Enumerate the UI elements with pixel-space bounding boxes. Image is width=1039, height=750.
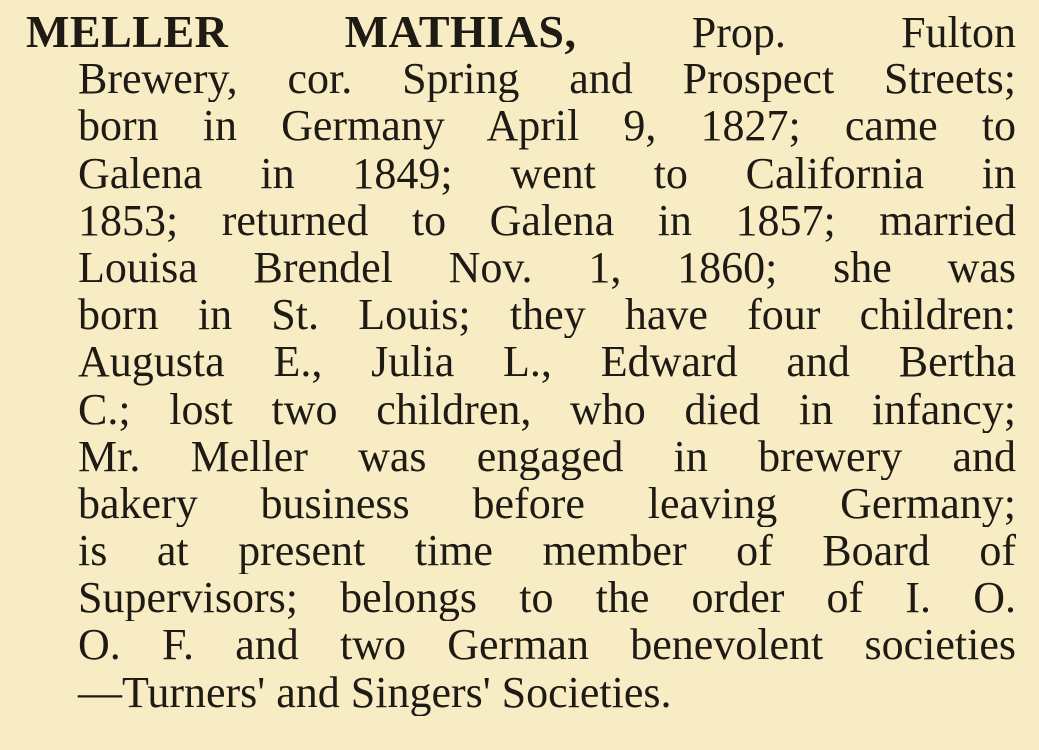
entry-line-14: O. F. and two German benevolent societies [78, 621, 1016, 669]
entry-line-1 [26, 8, 1016, 55]
entry-line-7: born in St. Louis; they have four children: [78, 291, 1016, 339]
entry-line-10: Mr. Meller was engaged in brewery and [78, 432, 1016, 480]
entry-line-6: Louisa Brendel Nov. 1, 1860; she was [78, 243, 1016, 292]
entry-line-4: Galena in 1849; went to California in [78, 149, 1016, 197]
entry-line-12: is at present time member of Board of [78, 527, 1016, 575]
entry-line-5: 1853; returned to Galena in 1857; married [78, 196, 1016, 244]
entry-line-2: Brewery, cor. Spring and Prospect Streets; [78, 55, 1016, 103]
entry-line-9: C.; lost two children, who died in infancy; [78, 385, 1016, 433]
entry-line-8: Augusta E., Julia L., Edward and Bertha [78, 338, 1016, 386]
entry-line-3: born in Germany April 9, 1827; came to [78, 102, 1016, 150]
biographical-entry [26, 8, 1016, 716]
entry-line-13: Supervisors; belongs to the order of I. O. [78, 574, 1016, 622]
entry-name: MELLER MATHIAS, [26, 8, 577, 56]
entry-line-15: —Turners' and Singers' Societies. [78, 668, 672, 716]
entry-text: Prop. Fulton [691, 8, 1016, 56]
entry-line-11: bakery business before leaving Germany; [78, 479, 1016, 528]
